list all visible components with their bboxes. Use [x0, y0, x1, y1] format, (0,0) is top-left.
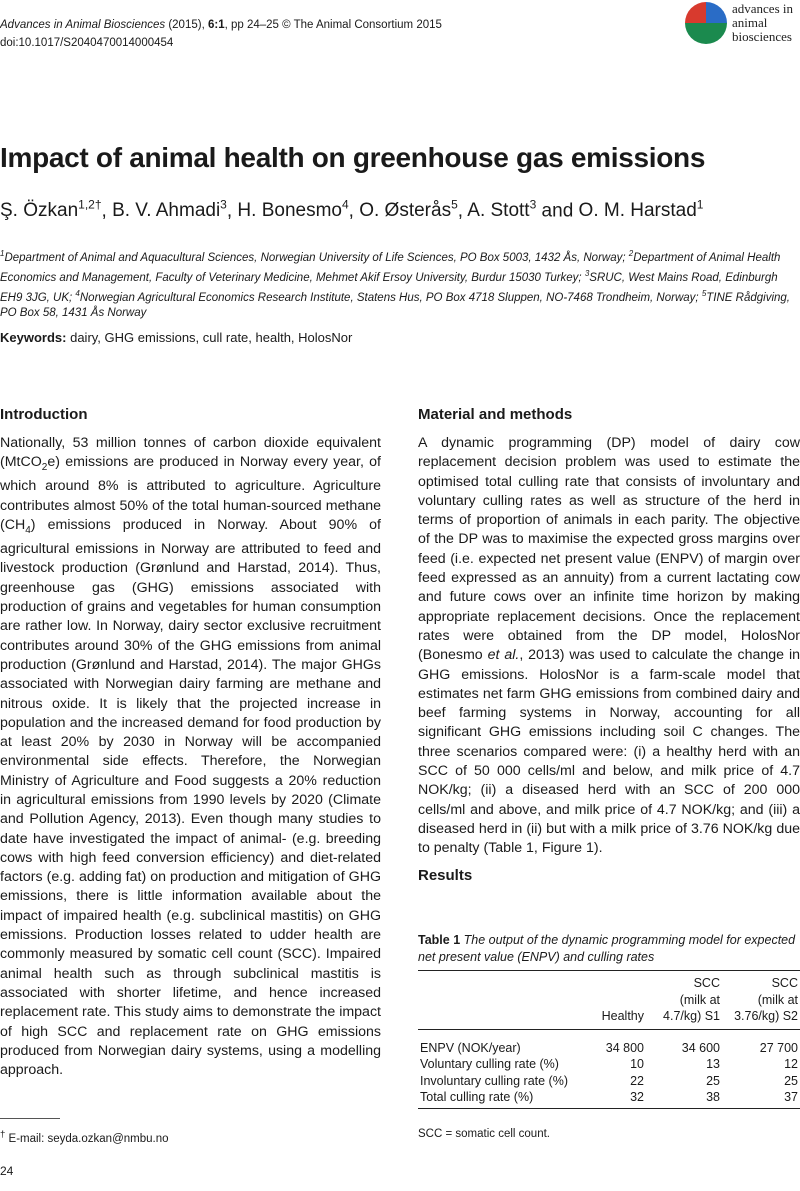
author: H. Bonesmo$^4$ [237, 198, 349, 222]
journal-name: Advances in Animal Biosciences [0, 19, 166, 31]
table-column-header: (milk at [757, 992, 798, 1007]
table-row [418, 1073, 800, 1090]
table-row-label: Involuntary culling rate (%) [420, 1073, 568, 1088]
table-column-header: SCC [646, 971, 722, 992]
author: A. Stott$^3$ [467, 198, 537, 222]
affiliation-mark: 3 [584, 268, 590, 278]
footnote-email[interactable]: E-mail: seyda.ozkan@nmbu.no [5, 1132, 169, 1145]
table-column-header: (milk at [679, 992, 720, 1007]
journal-header [0, 16, 442, 52]
table-cell: 13 [706, 1057, 720, 1071]
table-column-header: 4.7/kg) S1 [646, 1008, 722, 1029]
author-list: Ş. Özkan$^{1,2\dagger}$, B. V. Ahmadi$^3$, H. Bonesmo$^4$, O. Østerås$^5$, A. Stott$^3$ and O. M. Harstad$^1$ [0, 198, 704, 222]
logo-segment-red [685, 2, 706, 23]
table-header-empty [418, 1008, 578, 1029]
year: (2015), [165, 19, 208, 31]
table-row-label: Voluntary culling rate (%) [420, 1057, 559, 1071]
table-header-empty [418, 971, 578, 992]
methods-heading: Material and methods [418, 406, 573, 423]
introduction-heading: Introduction [0, 406, 88, 423]
affiliation-mark: 1 [0, 249, 5, 258]
table-column-header: SCC [722, 971, 800, 992]
table-row-label: ENPV (NOK/year) [420, 1040, 521, 1055]
table-cell: 22 [630, 1073, 644, 1088]
table-cell: 34 800 [605, 1040, 644, 1055]
author-affiliation-mark: 1 [696, 198, 704, 212]
affiliation-mark: 5 [701, 288, 707, 298]
keywords-list: dairy, GHG emissions, cull rate, health, HolosNor [70, 330, 353, 345]
table-cell: 37 [722, 1089, 800, 1108]
table-header-empty [418, 992, 578, 1009]
keywords [0, 330, 352, 345]
table-row [418, 1029, 800, 1056]
keywords-label: Keywords: [0, 330, 67, 345]
author: B. V. Ahmadi$^3$ [112, 198, 227, 222]
author: O. Østerås$^5$ [359, 198, 458, 222]
intro-part-2: e) emissions are produced in Norway every year, of which around 8% is attributed to agriculture. Agriculture contributes almost 50% of the total human-sourced methane (CH [0, 454, 381, 534]
table-row-label: Total culling rate (%) [418, 1089, 578, 1108]
affiliation: TINE Rådgiving, PO Box 58, 1431 Ås Norway [0, 291, 790, 320]
table-cell: 10 [630, 1057, 644, 1071]
affiliation: Department of Animal Health Economics and Management, Faculty of Veterinary Medicine, Mehmet Akif Ersoy University, Burdur 15030 Turkey; [0, 251, 781, 284]
results-table [418, 970, 800, 1109]
intro-part-1: Nationally, 53 million tonnes of carbon dioxide equivalent (MtCO [0, 435, 381, 471]
logo-segment-blue [706, 2, 727, 23]
footnote [0, 1129, 169, 1145]
logo-text: advances in animal biosciences [732, 1, 794, 44]
affiliation: Department of Animal and Aquacultural Sciences, Norwegian University of Life Sciences, PO Box 5003, 1432 Ås, Norway; [4, 251, 629, 264]
table-note: SCC = somatic cell count. [418, 1128, 550, 1140]
affiliation: Norwegian Agricultural Economics Research Institute, Statens Hus, PO Box 4718 Sluppen, NO-7468 Trondheim, Norway; [79, 291, 702, 304]
page-number: 24 [0, 1164, 14, 1178]
citation-line [0, 16, 442, 34]
affiliation-mark: 2 [628, 249, 634, 258]
author-affiliation-mark: 3 [529, 198, 537, 212]
author-affiliation-mark: 4 [341, 198, 349, 212]
intro-sub-4: 4 [25, 524, 31, 536]
affiliation-mark: 4 [75, 288, 80, 298]
table-column-header: Healthy [578, 1008, 646, 1029]
table-cell: 38 [646, 1089, 722, 1108]
table-caption-text: The output of the dynamic programming model for expected net present value (ENPV) and culling rates [418, 933, 796, 964]
intro-part-3: ) emissions produced in Norway. About 90% of agricultural emissions in Norway are attributed to feed and livestock production (Grønlund and Harstad, 2014). Thus, greenhouse gas (GHG) emissions associated with production of grains and vegetables for human consumption are rather low. In Norway, dairy sector exclusive recruitment contributes around 30% of the GHG emissions from animal production (Grønlund and Harstad, 2014). The major GHGs associated with Norwegian dairy farming are methane and nitrous oxide. It is likely that the projected increase in population and the increased demand for food production by at least 20% by 2030 in Norway will be accompanied environmental side effects. Therefore, the Norwegian Ministry of Agriculture and Food suggests a 20% reduction in agricultural emissions from 1990 levels by 2020 (Climate and Pollution Agency, 2013). Even though many studies to date have investigated the impact of animal- (e.g. breeding cows with high feed conversion efficiency) and diet-related factors (e.g. adding fat) on production and mitigation of GHG emissions, there is little information available about the impact of impaired health (e.g. subclinical mastitis) on GHG emissions. Production losses related to udder health are commonly measured by somatic cell count (SCC). Impaired animal health such as through subclinical mastitis is associated with shorter lifetime, and hence increased replacement rate. This study aims to demonstrate the impact of high SCC and replacement rate on GHG emissions produced from Norwegian dairy systems, using a modelling approach. [0, 517, 381, 1079]
author-affiliation-mark: 5 [451, 198, 458, 212]
methods-etal: et al. [487, 647, 520, 664]
table-column-header: 3.76/kg) S2 [722, 1008, 800, 1029]
author-affiliation-mark: 3 [220, 198, 227, 212]
table-cell: 25 [784, 1073, 798, 1088]
table-cell: 32 [578, 1089, 646, 1108]
author: Ş. Özkan$^{1,2\dagger}$ [0, 198, 102, 222]
logo-segment-green [685, 23, 727, 44]
affiliation: SRUC, West Mains Road, Edinburgh EH9 3JG, UK; [0, 271, 778, 304]
table-column-header [578, 992, 646, 1009]
intro-sub-2: 2 [41, 462, 48, 474]
introduction-text [0, 434, 381, 1080]
table-cell: 25 [706, 1073, 720, 1088]
table-column-header [578, 971, 646, 992]
author-affiliation-mark: 1,2† [78, 198, 102, 212]
doi: doi:10.1017/S2040470014000454 [0, 37, 174, 49]
author: O. M. Harstad$^1$ [578, 198, 704, 222]
results-heading: Results [418, 867, 473, 884]
table-label: Table 1 [418, 933, 461, 947]
footnote-mark: † [0, 1129, 6, 1140]
table-cell: 12 [784, 1057, 798, 1071]
paper-title: Impact of animal health on greenhouse gas emissions [0, 142, 706, 173]
affiliations [0, 246, 796, 321]
table-cell: 27 700 [759, 1040, 798, 1055]
volume: 6:1 [207, 19, 225, 31]
methods-text [418, 434, 800, 859]
table-row [418, 1089, 800, 1108]
methods-part-2: , 2013) was used to calculate the change in GHG emissions. HolosNor is a farm-scale model that estimates net farm GHG emissions from combined dairy and beef farming systems in Norway, accounting for all significant GHG emissions including soil C changes. The three scenarios compared were: (i) a healthy herd with an SCC of 50 000 cells/ml and below, and milk price of 4.7 NOK/kg; (ii) a diseased herd with an SCC of 200 000 cells/ml and above, and milk price of 4.7 NOK/kg; and (iii) a diseased herd in (ii) but with a milk price of 3.76 NOK/kg due to penalty (Table 1, Figure 1). [418, 647, 800, 857]
table-row [418, 1056, 800, 1073]
table-caption [418, 932, 800, 966]
methods-part-1: A dynamic programming (DP) model of dairy cow replacement decision problem was used to estimate the optimised total culling rate that consists of involuntary and voluntary culling rates as well as structure of the herd in terms of proportion of animals in each parity. The objective of the DP was to maximise the expected gross margins over feed (i.e. expected net present value (ENPV) of margin over feed expressed as an annuity) from a current lactating cow and future cows over an infinite time horizon by making appropriate replacement decisions. Once the replacement rates were obtained from the DP model, HolosNor (Bonesmo [418, 435, 800, 664]
table-cell: 34 600 [681, 1040, 720, 1055]
pages-copyright: , pp 24–25 © The Animal Consortium 2015 [224, 19, 442, 31]
footnote-rule [0, 1118, 60, 1119]
